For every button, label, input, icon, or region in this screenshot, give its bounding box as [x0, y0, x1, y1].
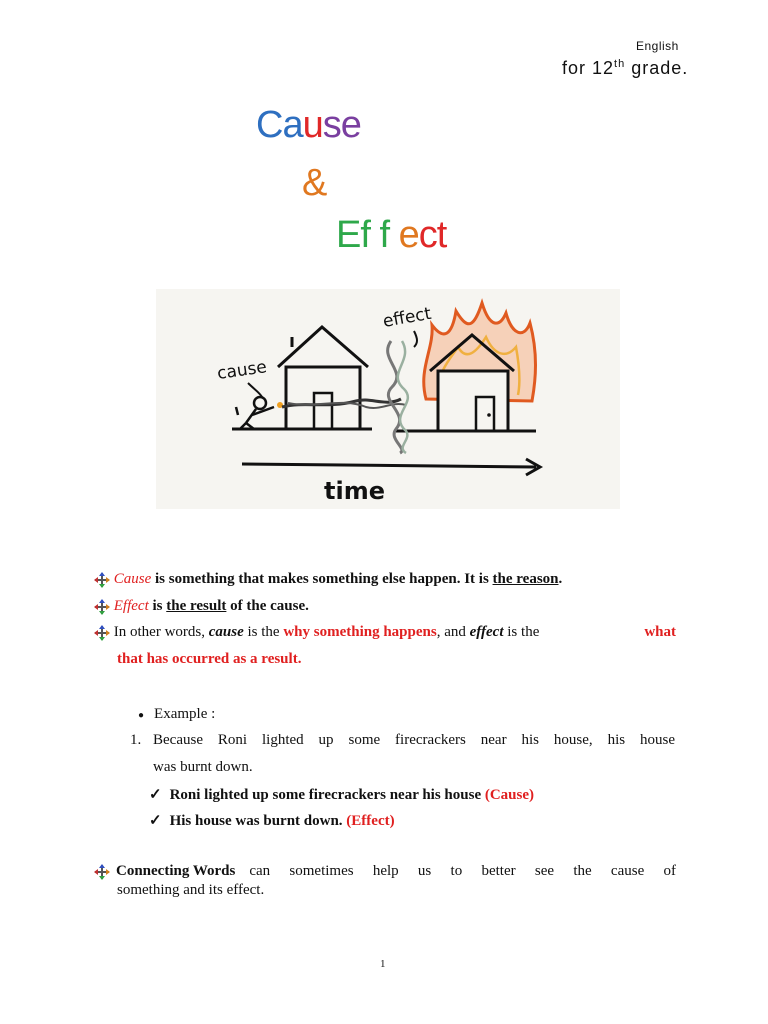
title-effect: Ef f ect [336, 214, 447, 256]
grade-label [562, 58, 688, 79]
bullet-in-other-words: In other words, cause is the why something happens, and effect is the what [94, 624, 676, 641]
bullet-effect-definition: Effect is the result of the cause. [94, 598, 309, 615]
bullet-connecting-words: Connecting Words can sometimes help us to better see the cause of [94, 863, 676, 880]
title-ampersand: & [302, 162, 327, 204]
grade-superscript: th [614, 58, 626, 70]
checkmark-icon: ✓ [149, 787, 162, 803]
colored-arrow-bullet-icon [94, 572, 110, 588]
illustration-effect-label: effect [381, 303, 433, 332]
colored-arrow-bullet-icon [94, 864, 110, 880]
grade-prefix: for 12 [562, 58, 615, 78]
bullet-cause-definition: Cause is something that makes something else happen. It is the reason. [94, 571, 562, 588]
grade-suffix: grade. [631, 58, 689, 78]
title-cause: Cause [256, 104, 361, 146]
example-sentence-line1: Because Roni lighted up some firecrackers near his house, his house [153, 732, 675, 748]
example-label: ● Example : [138, 706, 216, 722]
illustration-drawing [156, 289, 620, 509]
illustration-time-label: time [324, 477, 385, 505]
round-bullet-icon: ● [138, 710, 145, 721]
bullet-connecting-words-continued: something and its effect. [117, 882, 265, 898]
check-item-effect: ✓ His house was burnt down. (Effect) [149, 813, 395, 829]
subject-label: English [636, 39, 679, 53]
example-sentence-line2: was burnt down. [153, 759, 253, 775]
colored-arrow-bullet-icon [94, 599, 110, 615]
bullet-in-other-words-continued: that has occurred as a result. [117, 651, 302, 667]
cause-effect-illustration [156, 289, 620, 509]
checkmark-icon: ✓ [149, 813, 162, 829]
example-number: 1. [130, 732, 142, 748]
illustration-cause-label: cause [215, 357, 269, 384]
page-number: 1 [380, 958, 386, 970]
check-item-cause: ✓ Roni lighted up some firecrackers near his house (Cause) [149, 787, 535, 803]
colored-arrow-bullet-icon [94, 625, 110, 641]
